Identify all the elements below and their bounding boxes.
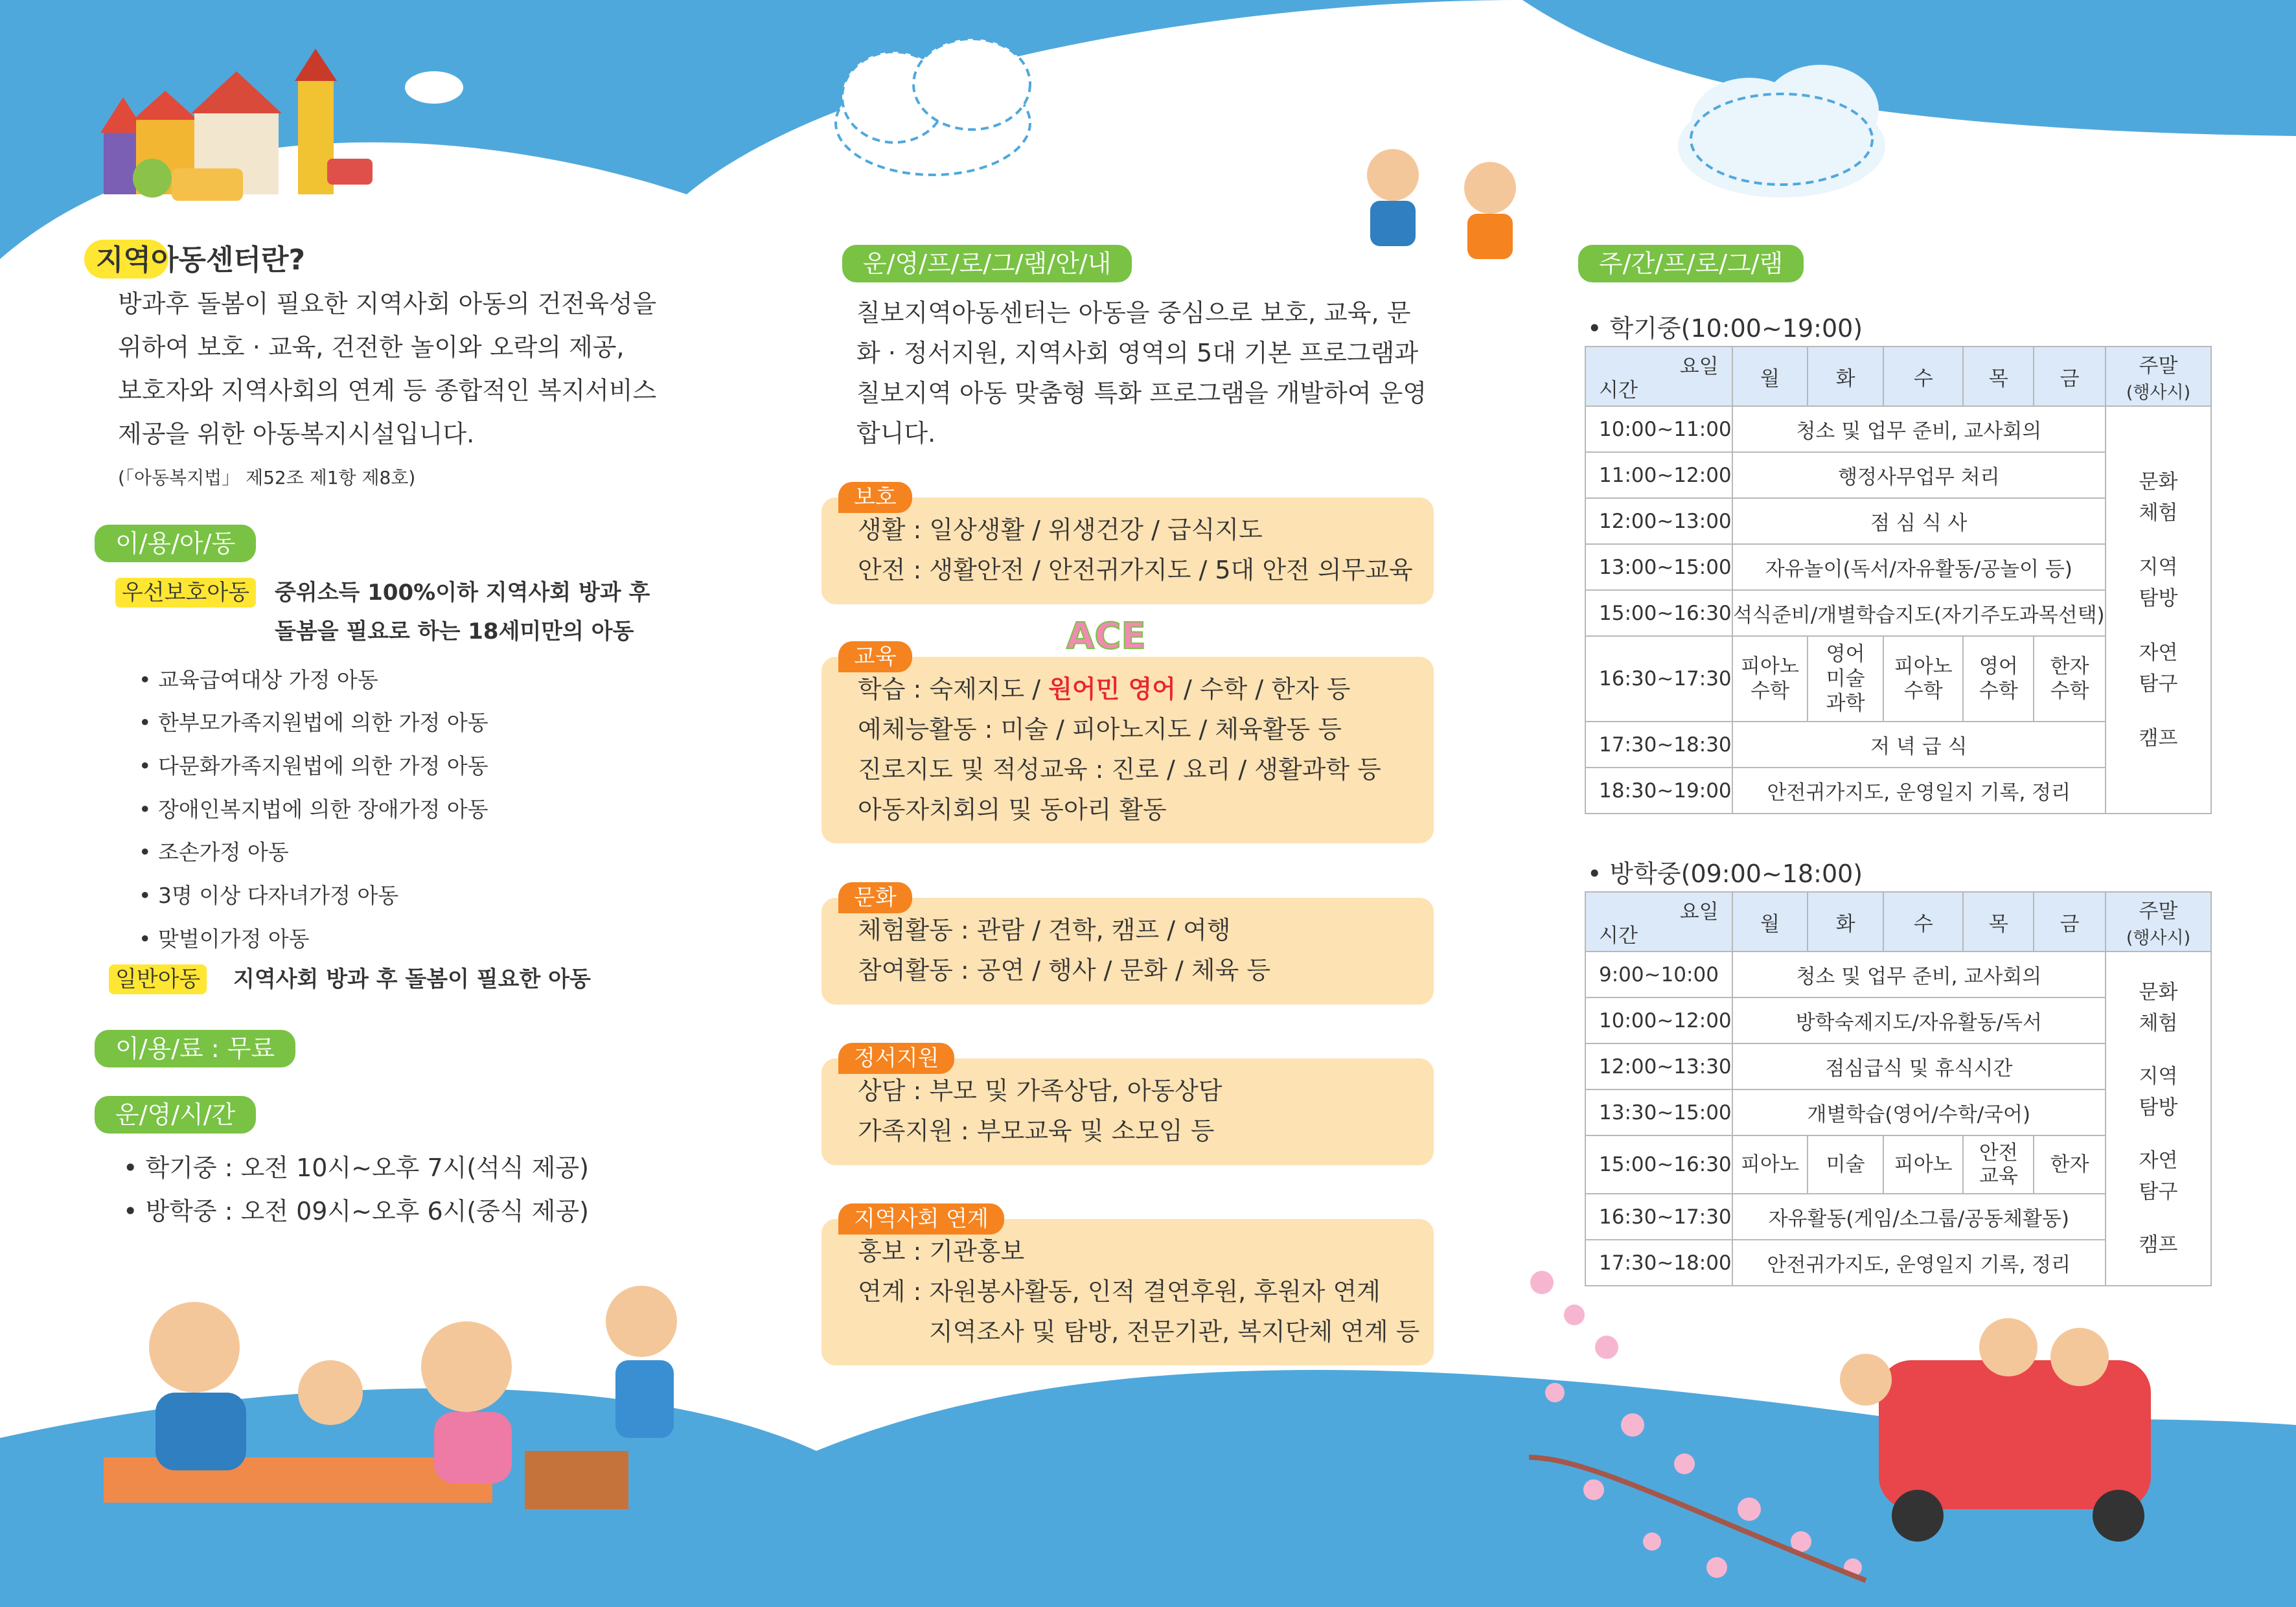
activity-cell: 미술 <box>1808 1135 1883 1194</box>
weekend-cell: 문화 체험 지역 탐방 자연 탐구 캠프 <box>2106 406 2211 814</box>
list-item: • 다문화가족지원법에 의한 가정 아동 <box>139 753 488 779</box>
activity-cell: 영어 수학 <box>1963 636 2034 722</box>
header-day: 금 <box>2034 892 2106 952</box>
activity-cell: 피아노 <box>1883 1135 1964 1194</box>
activity-cell: 개별학습(영어/수학/국어) <box>1732 1089 2106 1135</box>
semester-title: • 학기중(10:00~19:00) <box>1587 314 1863 343</box>
section-title-what <box>96 236 305 278</box>
header-weekend: 주말 (행사시) <box>2106 892 2211 952</box>
vacation-table <box>1585 891 2212 1286</box>
header-day: 월 <box>1732 892 1808 952</box>
activity-cell: 한자 <box>2034 1135 2106 1194</box>
tag-culture: 문화 <box>838 882 912 913</box>
activity-cell: 영어 미술 과학 <box>1808 636 1883 722</box>
activity-cell: 안전 교육 <box>1963 1135 2034 1194</box>
tag-education: 교육 <box>838 641 912 672</box>
weekend-cell: 문화 체험 지역 탐방 자연 탐구 캠프 <box>2106 952 2211 1286</box>
activity-cell: 자유활동(게임/소그룹/공동체활동) <box>1732 1194 2106 1240</box>
activity-cell: 저 녁 급 식 <box>1732 722 2106 768</box>
time-cell: 12:00~13:30 <box>1585 1043 1732 1089</box>
panel-community <box>821 1219 1434 1365</box>
panel-emotional <box>821 1058 1434 1165</box>
highlight-english: 원어민 영어 <box>1048 675 1176 703</box>
what-body <box>118 282 701 456</box>
tag-community: 지역사회 연계 <box>838 1203 1004 1235</box>
header-day: 목 <box>1963 347 2034 406</box>
time-cell: 10:00~11:00 <box>1585 406 1732 452</box>
time-cell: 17:30~18:30 <box>1585 722 1732 768</box>
header-day: 화 <box>1808 892 1883 952</box>
panel-protection <box>821 497 1434 604</box>
semester-table <box>1585 346 2212 814</box>
time-cell: 15:00~16:30 <box>1585 1135 1732 1194</box>
panel-row: 참여활동 : 공연 / 행사 / 문화 / 체육 등 <box>858 956 1271 985</box>
fee-heading: 이/용/료 : 무료 <box>95 1030 295 1067</box>
header-day-time: 요일 시간 <box>1585 347 1732 406</box>
panel-row: 체험활동 : 관람 / 견학, 캠프 / 여행 <box>858 916 1231 944</box>
time-cell: 9:00~10:00 <box>1585 952 1732 997</box>
time-cell: 10:00~12:00 <box>1585 997 1732 1043</box>
header-day: 수 <box>1883 347 1964 406</box>
list-item: • 한부모가족지원법에 의한 가정 아동 <box>139 710 488 735</box>
panel-row: 지역조사 및 탐방, 전문기관, 복지단체 연계 등 <box>929 1317 1420 1346</box>
header-day: 화 <box>1808 347 1883 406</box>
time-cell: 12:00~13:00 <box>1585 498 1732 544</box>
time-cell: 13:30~15:00 <box>1585 1089 1732 1135</box>
law-note: (「아동복지법」 제52조 제1항 제8호) <box>118 467 416 488</box>
activity-cell: 점심급식 및 휴식시간 <box>1732 1043 2106 1089</box>
what-line: 제공을 위한 아동복지시설입니다. <box>118 420 475 448</box>
vacation-title: • 방학중(09:00~18:00) <box>1587 860 1863 888</box>
panel-row: 상담 : 부모 및 가족상담, 아동상담 <box>858 1077 1223 1105</box>
activity-cell: 석식준비/개별학습지도(자기주도과목선택) <box>1732 590 2106 636</box>
time-cell: 18:30~19:00 <box>1585 768 1732 814</box>
title-highlight: 지역 <box>96 244 152 277</box>
activity-cell: 한자 수학 <box>2034 636 2106 722</box>
what-line: 방과후 돌봄이 필요한 지역사회 아동의 건전육성을 <box>118 290 657 318</box>
list-item: • 조손가정 아동 <box>139 839 289 865</box>
programs-heading: 운/영/프/로/그/램/안/내 <box>842 245 1132 282</box>
activity-cell: 안전귀가지도, 운영일지 기록, 정리 <box>1732 768 2106 814</box>
intro-line: 칠보지역 아동 맞춤형 특화 프로그램을 개발하여 운영 <box>856 379 1427 407</box>
activity-cell: 피아노 수학 <box>1732 636 1808 722</box>
panel-culture <box>821 898 1434 1005</box>
title-rest: 아동센터란? <box>151 244 306 277</box>
activity-cell: 청소 및 업무 준비, 교사회의 <box>1732 952 2106 997</box>
activity-cell: 방학숙제지도/자유활동/독서 <box>1732 997 2106 1043</box>
time-cell: 16:30~17:30 <box>1585 636 1732 722</box>
time-cell: 13:00~15:00 <box>1585 544 1732 590</box>
what-line: 보호자와 지역사회의 연계 등 종합적인 복지서비스 <box>118 376 657 405</box>
intro-line: 화 · 정서지원, 지역사회 영역의 5대 기본 프로그램과 <box>856 339 1419 367</box>
general-label: 일반아동 <box>109 964 207 994</box>
header-weekend: 주말 (행사시) <box>2106 347 2211 406</box>
panel-row: 생활 : 일상생활 / 위생건강 / 급식지도 <box>858 516 1263 544</box>
hours-item: • 학기중 : 오전 10시~오후 7시(석식 제공) <box>123 1154 589 1182</box>
header-day: 금 <box>2034 347 2106 406</box>
tag-emotional: 정서지원 <box>838 1043 954 1074</box>
intro-line: 합니다. <box>856 419 936 448</box>
panel-row: 예체능활동 : 미술 / 피아노지도 / 체육활동 등 <box>858 715 1342 744</box>
panel-row: 가족지원 : 부모교육 및 소모임 등 <box>858 1117 1215 1145</box>
header-day: 수 <box>1883 892 1964 952</box>
panel-row: 진로지도 및 적성교육 : 진로 / 요리 / 생활과학 등 <box>858 755 1381 784</box>
list-item: • 3명 이상 다자녀가정 아동 <box>139 883 399 908</box>
header-day: 목 <box>1963 892 2034 952</box>
list-item: • 교육급여대상 가정 아동 <box>139 667 378 692</box>
panel-education <box>821 657 1434 843</box>
intro-line: 칠보지역아동센터는 아동을 중심으로 보호, 교육, 문 <box>856 299 1411 327</box>
panel-row: 학습 : 숙제지도 / 원어민 영어 / 수학 / 한자 등 <box>858 675 1351 703</box>
programs-intro <box>856 293 1446 453</box>
hours-heading: 운/영/시/간 <box>95 1096 256 1134</box>
tag-protection: 보호 <box>838 482 912 513</box>
panel-row: 안전 : 생활안전 / 안전귀가지도 / 5대 안전 의무교육 <box>858 556 1413 584</box>
list-item: • 장애인복지법에 의한 장애가정 아동 <box>139 797 488 822</box>
activity-cell: 행정사무업무 처리 <box>1732 452 2106 498</box>
priority-desc: 돌봄을 필요로 하는 18세미만의 아동 <box>275 619 634 644</box>
hours-list <box>123 1146 589 1233</box>
activity-cell: 안전귀가지도, 운영일지 기록, 정리 <box>1732 1240 2106 1286</box>
header-day-time: 요일 시간 <box>1585 892 1732 952</box>
time-cell: 15:00~16:30 <box>1585 590 1732 636</box>
list-item: • 맞벌이가정 아동 <box>139 926 310 952</box>
panel-row: 아동자치회의 및 동아리 활동 <box>858 795 1167 824</box>
time-cell: 16:30~17:30 <box>1585 1194 1732 1240</box>
hours-item: • 방학중 : 오전 09시~오후 6시(중식 제공) <box>123 1197 589 1225</box>
activity-cell: 청소 및 업무 준비, 교사회의 <box>1732 406 2106 452</box>
header-day: 월 <box>1732 347 1808 406</box>
what-line: 위하여 보호 · 교육, 건전한 놀이와 오락의 제공, <box>118 333 625 361</box>
time-cell: 17:30~18:00 <box>1585 1240 1732 1286</box>
priority-desc: 중위소득 100%이하 지역사회 방과 후 <box>275 580 650 606</box>
users-heading: 이/용/아/동 <box>95 525 256 562</box>
ace-logo: ACE <box>1066 615 1146 657</box>
weekly-heading: 주/간/프/로/그/램 <box>1578 245 1804 282</box>
cloud-icon <box>836 39 1030 175</box>
panel-row: 홍보 : 기관홍보 <box>858 1237 1025 1266</box>
time-cell: 11:00~12:00 <box>1585 452 1732 498</box>
general-desc: 지역사회 방과 후 돌봄이 필요한 아동 <box>233 966 591 992</box>
activity-cell: 점 심 식 사 <box>1732 498 2106 544</box>
priority-label: 우선보호아동 <box>115 578 256 608</box>
panel-row: 연계 : 자원봉사활동, 인적 결연후원, 후원자 연계 <box>858 1277 1381 1306</box>
activity-cell: 자유놀이(독서/자유활동/공놀이 등) <box>1732 544 2106 590</box>
activity-cell: 피아노 수학 <box>1883 636 1964 722</box>
activity-cell: 피아노 <box>1732 1135 1808 1194</box>
